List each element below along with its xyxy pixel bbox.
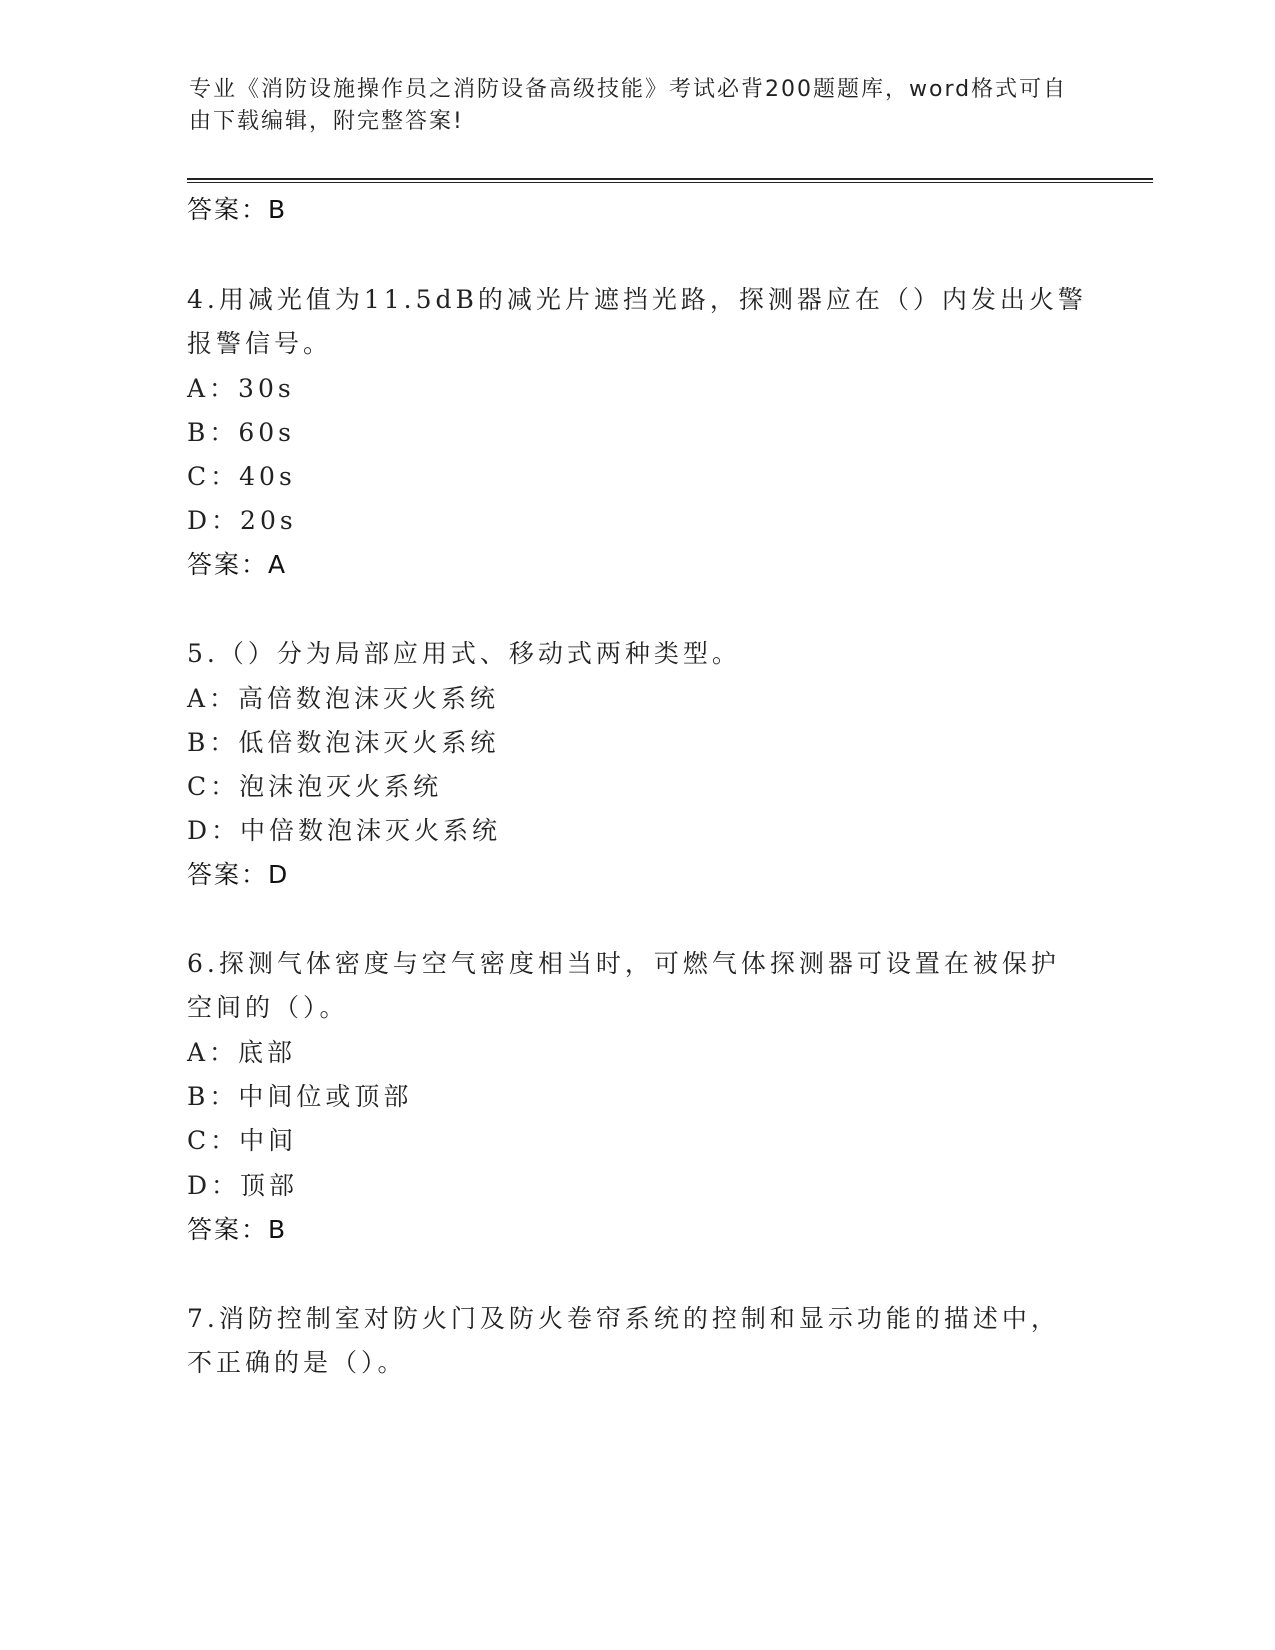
question-5-answer: 答案：D: [187, 860, 290, 889]
answer-previous: 答案：B: [187, 195, 288, 224]
question-6-stem-line1: 6.探测气体密度与空气密度相当时，可燃气体探测器可设置在被保护: [187, 949, 1060, 978]
question-4-option-c: C：40s: [187, 462, 296, 491]
question-5-option-b: B：低倍数泡沫灭火系统: [187, 728, 500, 757]
question-6-option-b: B：中间位或顶部: [187, 1082, 413, 1111]
question-6-option-c: C：中间: [187, 1126, 298, 1155]
header-divider: [187, 178, 1153, 183]
question-7-stem-line2: 不正确的是（）。: [187, 1348, 407, 1377]
question-4-option-a: A：30s: [187, 374, 295, 403]
question-7-stem-line1: 7.消防控制室对防火门及防火卷帘系统的控制和显示功能的描述中，: [187, 1304, 1060, 1333]
question-6-stem-line2: 空间的（）。: [187, 993, 349, 1022]
question-4-stem-line2: 报警信号。: [187, 329, 333, 358]
question-6-option-a: A：底部: [187, 1038, 297, 1067]
question-5-stem-line1: 5.（）分为局部应用式、移动式两种类型。: [187, 639, 741, 668]
question-4-option-b: B：60s: [187, 418, 296, 447]
question-5-option-a: A：高倍数泡沫灭火系统: [187, 684, 500, 713]
question-5-option-d: D：中倍数泡沫灭火系统: [187, 816, 502, 845]
question-4-answer: 答案：A: [187, 550, 288, 579]
document-description: 专业《消防设施操作员之消防设备高级技能》考试必背200题题库，word格式可自由下载编辑，附完整答案!: [189, 77, 1068, 134]
question-4-stem-line1: 4.用减光值为11.5dB的减光片遮挡光路，探测器应在（）内发出火警: [187, 285, 1087, 314]
question-6-answer: 答案：B: [187, 1215, 288, 1244]
question-6-option-d: D：顶部: [187, 1171, 299, 1200]
question-5-option-c: C：泡沫泡灭火系统: [187, 772, 443, 801]
question-4-option-d: D：20s: [187, 506, 297, 535]
